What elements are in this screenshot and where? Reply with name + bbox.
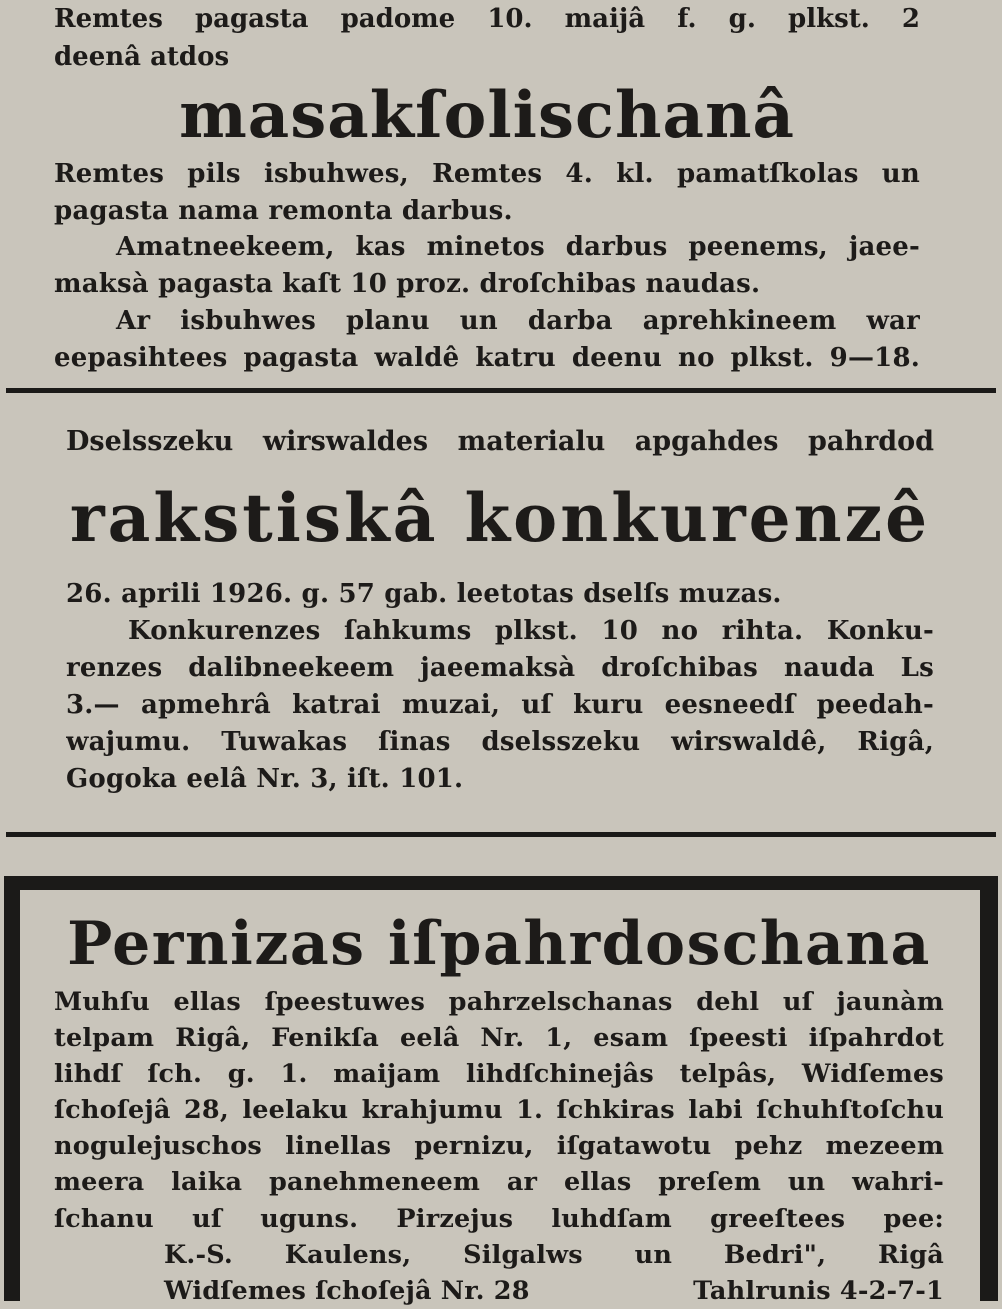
ad2-headline: rakstiskâ konkurenzê (69, 479, 931, 557)
announcement-varnish-sale (4, 876, 998, 1306)
ad1-body-line: Amatneekeem, kas minetos darbus peenems, jaee- (116, 232, 920, 263)
ad3-address-line (54, 1273, 944, 1309)
ad1-body-line: Ar isbuhwes planu un darba aprehkineem war (116, 305, 920, 336)
ad3-body-line: telpam Rigâ, Fenikſa eelâ Nr. 1, esam ſpeesti iſpahrdot (54, 1023, 944, 1054)
ad2-body-line: wajumu. Tuwakas ſinas dselsszeku wirswaldê, Rigâ, (66, 727, 934, 757)
ad2-body-line: Gogoka eelâ Nr. 3, iſt. 101. (66, 764, 464, 794)
divider-rule-2 (6, 832, 996, 837)
ad3-body-line: ſchanu uſ uguns. Pirzejus luhdſam greeſtees pee: (54, 1203, 944, 1234)
announcement-railway-auction (0, 420, 1002, 798)
ad2-body-line: 3.— apmehrâ katrai muzai, uſ kuru eesneedſ peedah- (66, 690, 934, 720)
ad3-headline: Pernizas iſpahrdoschana (67, 909, 931, 979)
ad3-body-line: nogulejuschos linellas pernizu, iſgatawotu pehz mezeem (54, 1131, 944, 1162)
announcement-remtes (0, 0, 1002, 376)
ad2-body-line: 26. aprili 1926. g. 57 gab. leetotas dselſs muzas. (66, 579, 782, 609)
ad1-body-line: Remtes pils isbuhwes, Remtes 4. kl. pamatſkolas un (54, 159, 920, 189)
ad1-top-line-2: deenâ atdos (54, 42, 230, 72)
ad3-body-line: Muhſu ellas ſpeestuwes pahrzelschanas dehl uſ jaunàm (54, 987, 944, 1017)
ad3-body-line: lihdſ ſch. g. 1. maijam lihdſchinejâs telpâs, Widſemes (54, 1059, 944, 1090)
ad3-address: Widſemes ſchoſejâ Nr. 28 (164, 1275, 530, 1306)
ad2-body-line: Konkurenzes ſahkums plkst. 10 no rihta. Konku- (128, 616, 934, 646)
ad1-body-line: pagasta nama remonta darbus. (54, 195, 513, 226)
ad2-subhead: Dselsszeku wirswaldes materialu apgahdes pahrdod (66, 426, 934, 457)
divider-rule-1 (6, 388, 996, 393)
ad1-body-line: eepasihtees pagasta waldê katru deenu no plkst. 9—18. (54, 342, 920, 373)
ad1-top-line-1: Remtes pagasta padome 10. maijâ f. g. plkst. 2 (54, 4, 920, 34)
ad1-body-line: maksà pagasta kaſt 10 proz. droſchibas naudas. (54, 269, 761, 300)
ad1-headline: masakſolischanâ (179, 78, 795, 153)
ad3-body-line: ſchoſejâ 28, leelaku krahjumu 1. ſchkiras labi ſchuhſtoſchu (54, 1095, 944, 1126)
ad3-phone: Tahlrunis 4-2-7-1 (693, 1275, 944, 1306)
ad3-body-line: meera laika panehmeneem ar ellas preſem un wahri- (54, 1167, 944, 1198)
ad3-signature: K.-S. Kaulens, Silgalws un Bedri", Rigâ (164, 1239, 944, 1270)
ad2-body-line: renzes dalibneekeem jaeemaksà droſchibas nauda Ls (66, 653, 934, 683)
